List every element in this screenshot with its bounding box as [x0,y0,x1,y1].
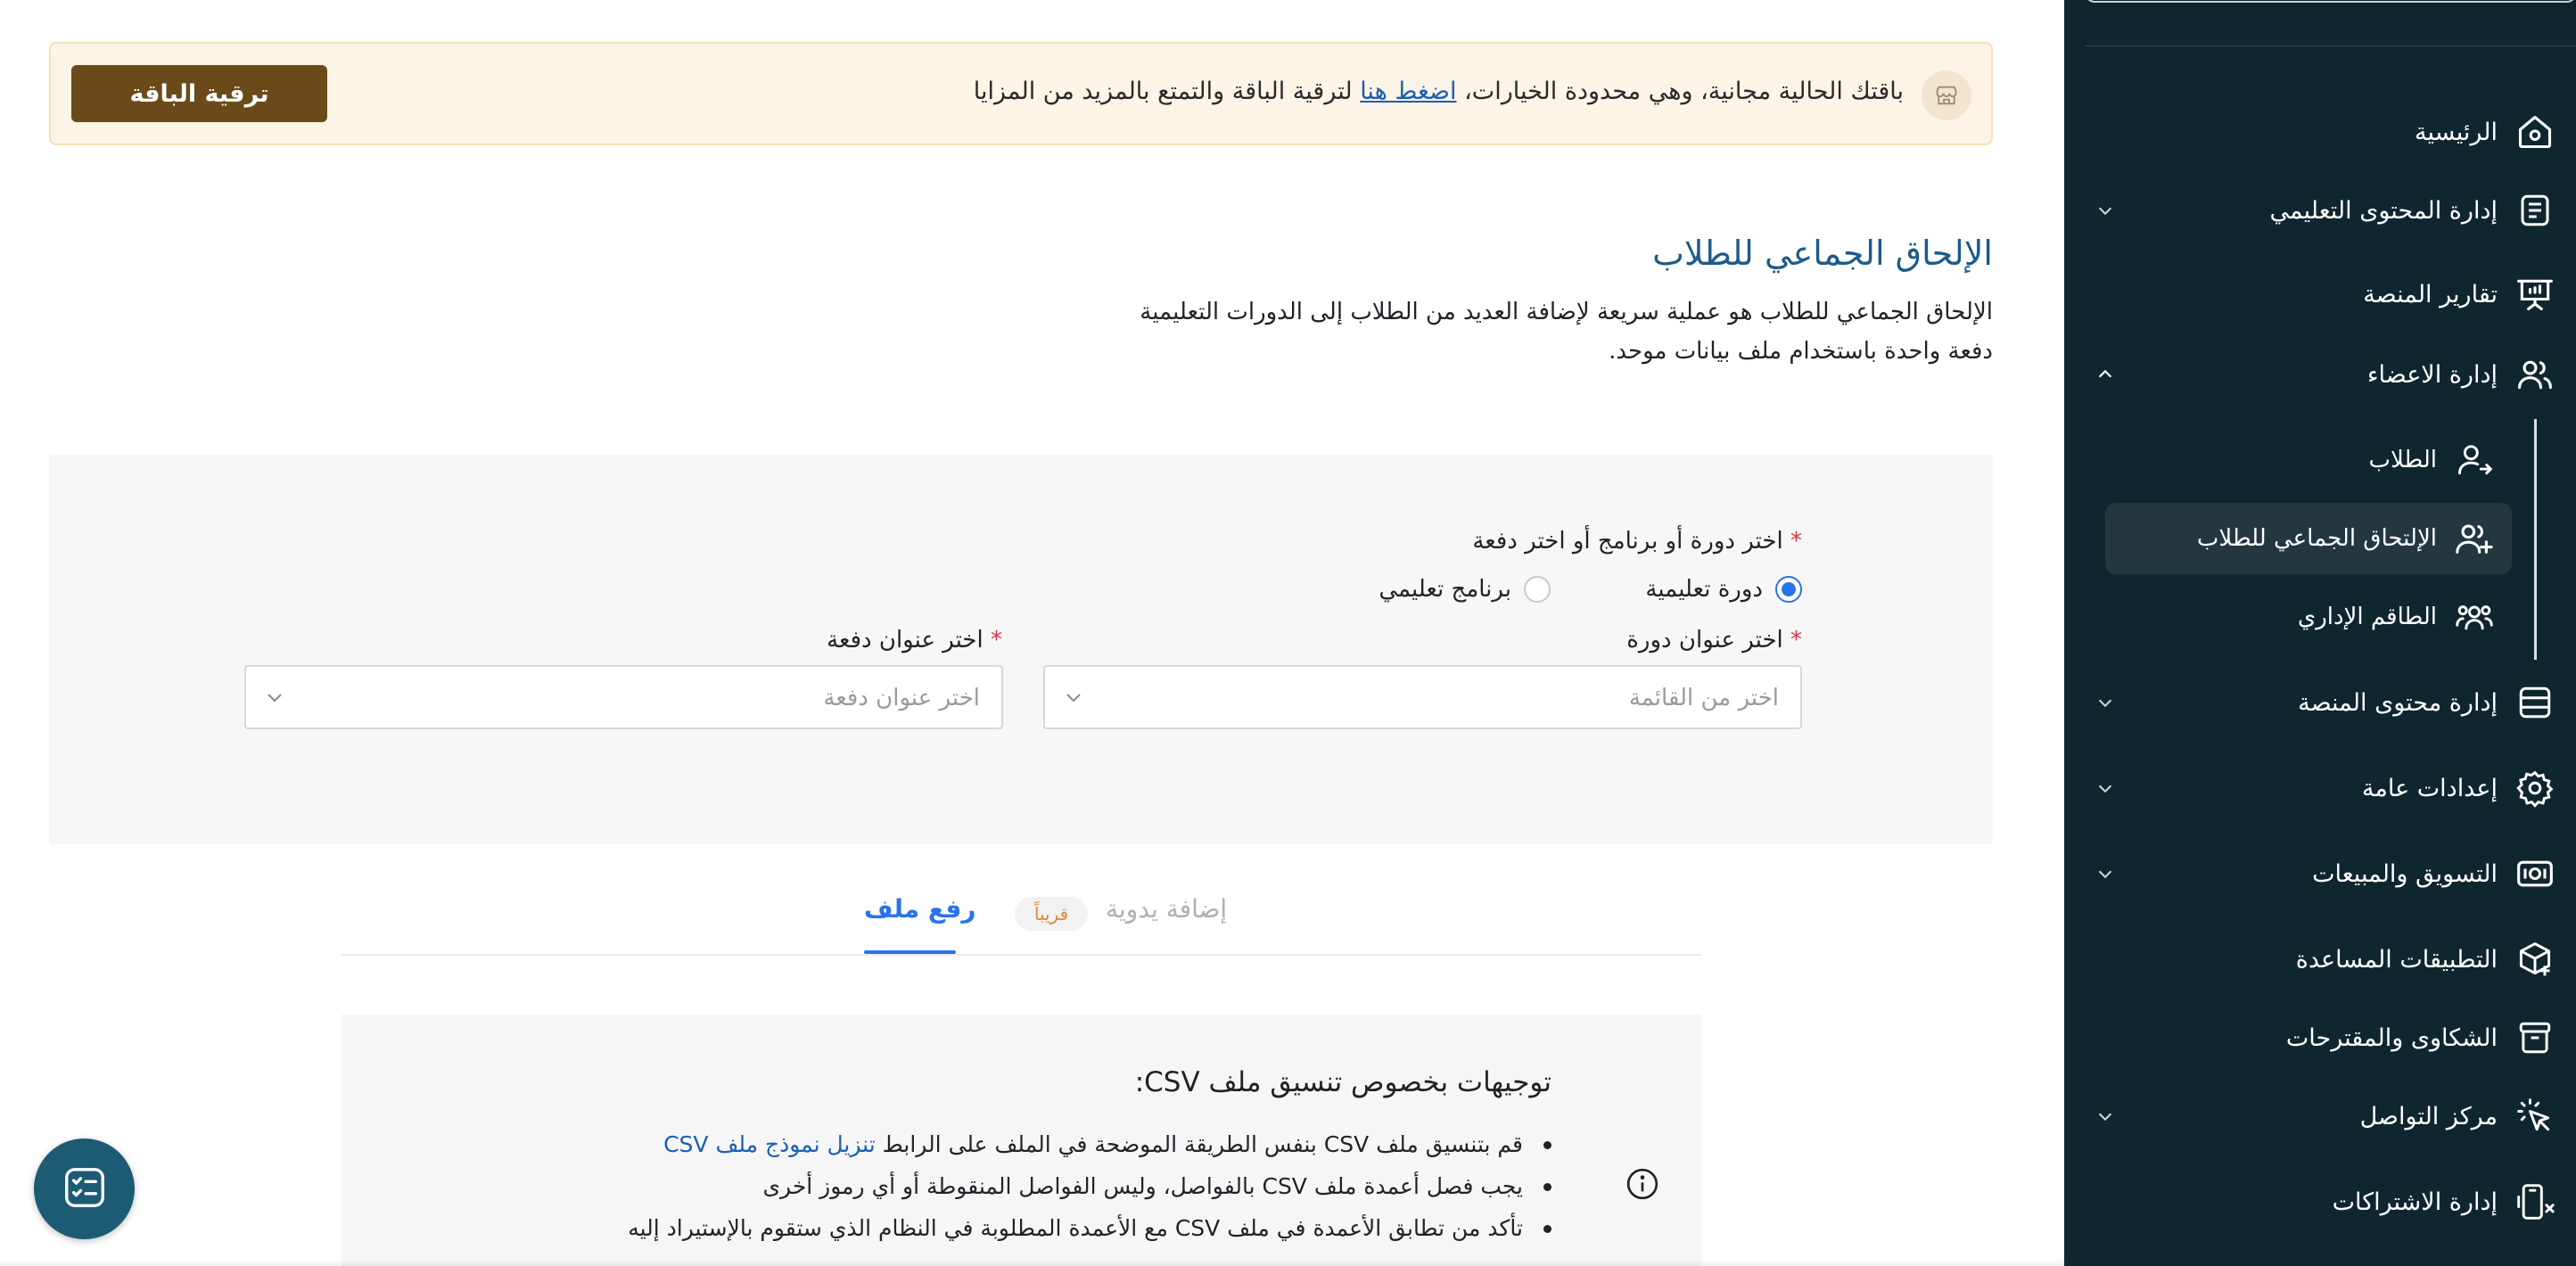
users-icon [2514,353,2556,396]
team-icon [2453,596,2496,638]
enrollment-form-panel [49,455,1993,844]
chevron-down-icon[interactable] [2093,1104,2118,1129]
users-plus-icon [2453,517,2496,560]
sidebar-item-label: التطبيقات المساعدة [2295,945,2498,974]
sidebar-item-general-settings[interactable] [2093,761,2556,815]
batch-select-placeholder: اختر عنوان دفعة [823,685,980,711]
info-icon [1625,1166,1660,1202]
batch-title-label [827,627,1002,654]
guidelines-title: توجيهات بخصوص تنسيق ملف CSV: [1134,1066,1551,1098]
radio-course-label: دورة تعليمية [1645,576,1763,603]
tasks-fab-button[interactable] [34,1139,135,1239]
sidebar-item-label: الطاقم الإداري [2297,604,2437,630]
radio-program-dot[interactable] [1524,576,1551,603]
sidebar-item-label: مركز التواصل [2359,1102,2498,1130]
guidelines-list [628,1130,1523,1256]
sidebar-item-label: إدارة محتوى المنصة [2298,688,2498,717]
choose-type-label [1472,528,1802,555]
presentation-icon [2514,273,2556,316]
sidebar-item-members[interactable] [2093,348,2556,401]
radio-program[interactable] [1379,576,1551,603]
sidebar-item-label: إدارة الاشتراكات [2332,1188,2498,1216]
sidebar-item-label: الإلتحاق الجماعي للطلاب [2196,525,2437,552]
batch-title-text: اختر عنوان دفعة [827,627,983,654]
banner-text-after: لترقية الباقة والتمتع بالمزيد من المزايا [973,78,1361,105]
sidebar-item-label: تقارير المنصة [2363,280,2498,308]
sidebar-item-label: إعدادات عامة [2361,774,2498,802]
inbox-icon [2514,1016,2556,1059]
course-select[interactable] [1043,665,1802,729]
list-icon [2514,681,2556,724]
required-mark: * [1790,627,1802,654]
chevron-down-icon[interactable] [2093,690,2118,715]
sidebar-item-marketing[interactable] [2093,847,2556,900]
subscription-icon [2514,1180,2556,1223]
batch-select[interactable] [244,665,1003,729]
tabs-divider [342,954,1701,956]
box-plus-icon [2514,938,2556,981]
sidebar-item-home[interactable] [2093,105,2556,159]
submenu-line [2534,419,2537,660]
money-icon [2514,852,2556,895]
tab-manual-add[interactable]: إضافة يدوية [1106,894,1228,924]
required-mark: * [991,627,1002,654]
sidebar-item-subscriptions[interactable] [2093,1175,2556,1229]
course-select-placeholder: اختر من القائمة [1628,685,1779,711]
document-icon [2514,189,2556,232]
radio-program-label: برنامج تعليمي [1379,576,1511,603]
guideline-item: تأكد من تطابق الأعمدة في ملف CSV مع الأعمدة المطلوبة في النظام الذي ستقوم بالإستيراد إليه [628,1214,1523,1256]
store-icon [1922,70,1971,120]
upgrade-plan-button[interactable]: ترقية الباقة [71,65,327,122]
sidebar-item-label: إدارة المحتوى التعليمي [2269,196,2498,225]
choose-type-text: اختر دورة أو برنامج أو اختر دفعة [1472,528,1783,555]
banner-message [974,78,1904,105]
user-arrow-icon [2453,439,2496,481]
guideline-text: قم بتنسيق ملف CSV بنفس الطريقة الموضحة في الملف على الرابط [875,1131,1523,1157]
sidebar-item-label: إدارة الاعضاء [2366,360,2498,389]
sidebar-item-educational-content[interactable] [2093,184,2556,237]
sidebar-item-communication-center[interactable] [2093,1089,2556,1143]
upgrade-banner [49,42,1993,145]
guideline-item [628,1130,1523,1172]
sidebar-item-complaints[interactable] [2093,1011,2556,1065]
chevron-up-icon[interactable] [2093,362,2118,387]
sidebar [2064,0,2576,1266]
course-title-label [1626,627,1802,654]
checklist-icon [61,1163,109,1215]
radio-course[interactable] [1645,576,1802,603]
home-icon [2514,111,2556,153]
sidebar-divider [2086,45,2576,46]
sidebar-search-input[interactable] [2086,0,2576,3]
course-title-text: اختر عنوان دورة [1626,627,1783,654]
sidebar-subitem-students[interactable] [2139,424,2496,496]
sidebar-item-label: الرئيسية [2415,118,2498,146]
download-csv-template-link[interactable]: تنزيل نموذج ملف CSV [663,1131,876,1157]
chevron-down-icon[interactable] [2093,861,2118,886]
sidebar-item-label: الشكاوى والمقترحات [2285,1023,2498,1052]
page-description: الإلحاق الجماعي للطلاب هو عملية سريعة لإضافة العديد من الطلاب إلى الدورات التعليمية دفعة واحدة باستخدام ملف بيانات موحد. [1140,299,1993,365]
sidebar-subitem-admin-staff[interactable] [2139,581,2496,653]
page-title: الإلحاق الجماعي للطلاب [1652,234,1993,273]
chevron-down-icon[interactable] [2093,776,2118,801]
sidebar-item-platform-content[interactable] [2093,676,2556,729]
bottom-edge [0,1259,2064,1266]
banner-text-before: باقتك الحالية مجانية، وهي محدودة الخيارات، [1456,78,1904,105]
csv-guidelines-box [342,1015,1701,1266]
sidebar-item-helper-apps[interactable] [2093,933,2556,986]
radio-course-dot[interactable] [1775,576,1802,603]
chevron-down-icon [1063,686,1088,711]
coming-soon-badge: قريباً [1015,897,1088,931]
active-tab-indicator [864,950,956,954]
tab-upload-file[interactable]: رفع ملف [864,894,976,924]
guideline-item: يجب فصل أعمدة ملف CSV بالفواصل، وليس الفواصل المنقوطة أو أي رموز أخرى [628,1172,1523,1214]
sidebar-item-label: التسويق والمبيعات [2312,859,2498,888]
chevron-down-icon[interactable] [2093,198,2118,223]
cursor-click-icon [2514,1095,2556,1138]
upgrade-link[interactable]: اضغط هنا [1360,78,1457,105]
required-mark: * [1790,528,1802,555]
gear-icon [2514,767,2556,810]
sidebar-item-platform-reports[interactable] [2093,267,2556,321]
sidebar-subitem-bulk-enrollment[interactable] [2105,503,2512,574]
sidebar-item-label: الطلاب [2368,447,2437,473]
chevron-down-icon [264,686,289,711]
